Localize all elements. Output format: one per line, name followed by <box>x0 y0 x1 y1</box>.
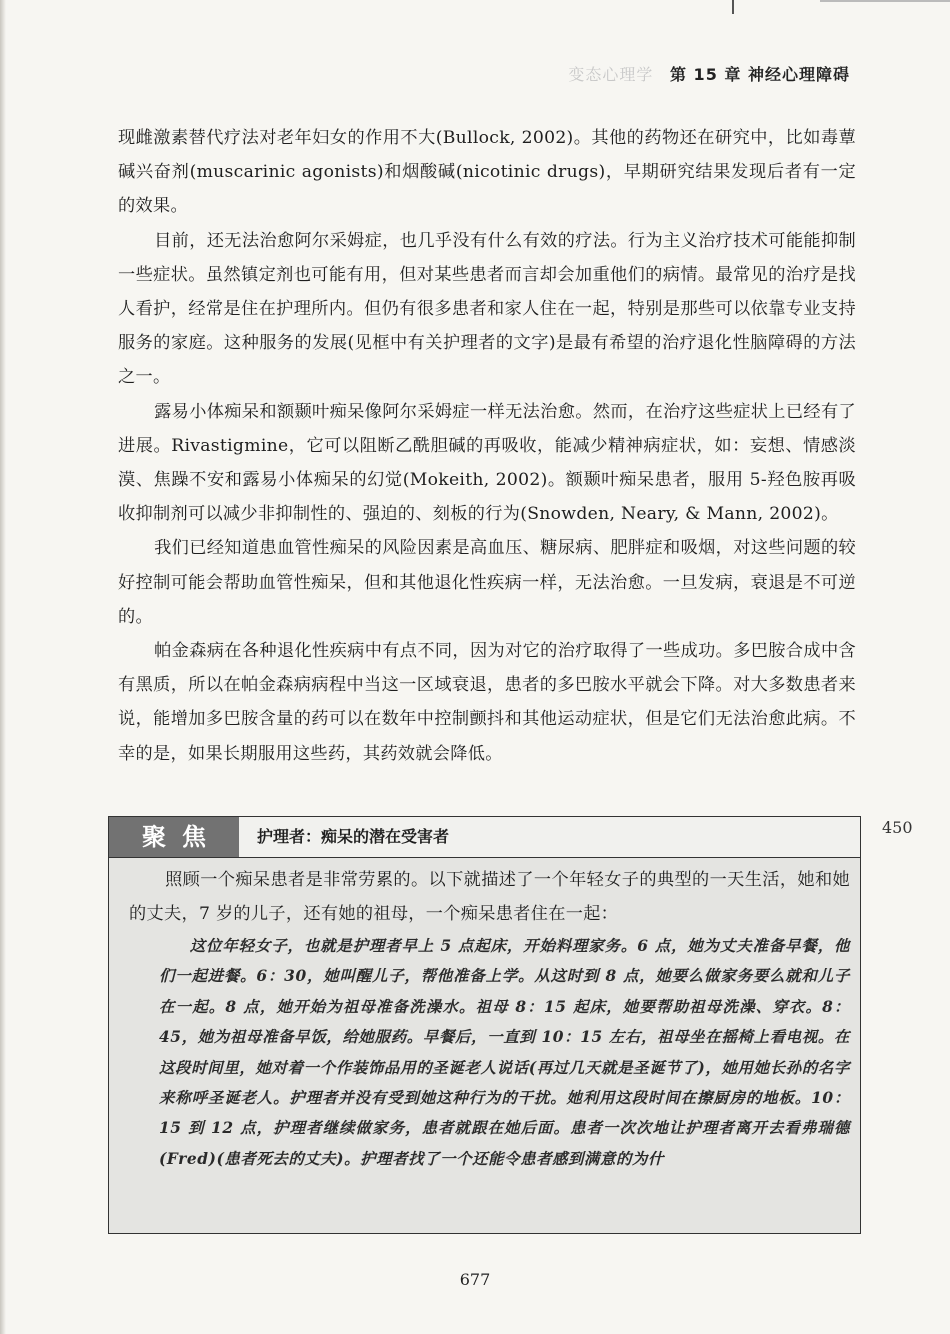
focus-title: 护理者：痴呆的潜在受害者 <box>257 827 450 846</box>
focus-tag: 聚焦 <box>109 817 239 857</box>
page-number: 677 <box>459 1270 491 1289</box>
running-head-faint: 变态心理学 <box>568 65 654 84</box>
paragraph: 帕金森病在各种退化性疾病中有点不同，因为对它的治疗取得了一些成功。多巴胺合成中含有黑质，所以在帕金森病病程中当这一区域衰退，患者的多巴胺水平就会下降。对大多数患者来说，能增加多巴胺含量的药可以在数年中控制颤抖和其他运动症状，但是它们无法治愈此病。不幸的是，如果长期服用这些药，其药效就会降低。 <box>118 641 856 764</box>
focus-story: 这位年轻女子，也就是护理者早上 5 点起床，开始料理家务。6 点，她为丈夫准备早餐，他们一起进餐。6：30，她叫醒儿子，帮他准备上学。从这时到 8 点，她要么做家务要么就和儿子在一起。8 点，她开始为祖母准备洗澡水。祖母 8：15 起床，她要帮助祖母洗澡、穿衣。8：45，她为祖母准备早饭，给她服药。早餐后，一直到 10：15 左右，祖母坐在摇椅上看电视。在这段时间里，她对着一个作装饰品用的圣诞老人说话(再过几天就是圣诞节了)，她用她长孙的名字来称呼圣诞老人。护理者并没有受到她这种行为的干扰。她利用这段时间在擦厨房的地板。10：15 到 12 点，护理者继续做家务，患者就跟在她后面。患者一次次地让护理者离开去看弗瑞德(Fred)(患者死去的丈夫)。护理者找了一个还能令患者感到满意的为什 <box>159 937 850 1168</box>
chapter-title: 神经心理障碍 <box>747 65 850 84</box>
focus-box-body <box>109 858 860 1174</box>
paragraph: 目前，还无法治愈阿尔采姆症，也几乎没有什么有效的疗法。行为主义治疗技术可能能抑制一些症状。虽然镇定剂也可能有用，但对某些患者而言却会加重他们的病情。最常见的治疗是找人看护，经常是住在护理所内。但仍有很多患者和家人住在一起，特别是那些可以依靠专业支持服务的家庭。这种服务的发展(见框中有关护理者的文字)是最有希望的治疗退化性脑障碍的方法之一。 <box>118 230 856 388</box>
paragraph-continuation: 现雌激素替代疗法对老年妇女的作用不大(Bullock, 2002)。其他的药物还在研究中，比如毒蕈碱兴奋剂(muscarinic agonists)和烟酸碱(nicotinic drugs)，早期研究结果发现后者有一定的效果。 <box>118 128 856 217</box>
margin-page-reference: 450 <box>882 818 913 837</box>
paragraph: 露易小体痴呆和额颞叶痴呆像阿尔采姆症一样无法治愈。然而，在治疗这些症状上已经有了进展。Rivastigmine，它可以阻断乙酰胆碱的再吸收，能减少精神病症状，如：妄想、情感淡漠、焦躁不安和露易小体痴呆的幻觉(Mokeith, 2002)。额颞叶痴呆患者，服用 5-羟色胺再吸收抑制剂可以减少非抑制性的、强迫的、刻板的行为(Snowden, Neary, & Mann, 2002)。 <box>118 401 856 525</box>
focus-intro: 照顾一个痴呆患者是非常劳累的。以下就描述了一个年轻女子的典型的一天生活，她和她的丈夫，7 岁的儿子，还有她的祖母，一个痴呆患者住在一起： <box>129 870 850 924</box>
chapter-number: 第 15 章 <box>669 65 742 84</box>
top-rule <box>732 0 734 14</box>
running-head <box>568 62 850 85</box>
top-rule-right <box>820 0 950 2</box>
focus-box <box>108 816 861 1234</box>
focus-box-header <box>109 817 860 858</box>
scan-edge <box>0 0 6 1334</box>
main-text <box>118 121 856 771</box>
paragraph: 我们已经知道患血管性痴呆的风险因素是高血压、糖尿病、肥胖症和吸烟，对这些问题的较好控制可能会帮助血管性痴呆，但和其他退化性疾病一样，无法治愈。一旦发病，衰退是不可逆的。 <box>118 538 856 627</box>
